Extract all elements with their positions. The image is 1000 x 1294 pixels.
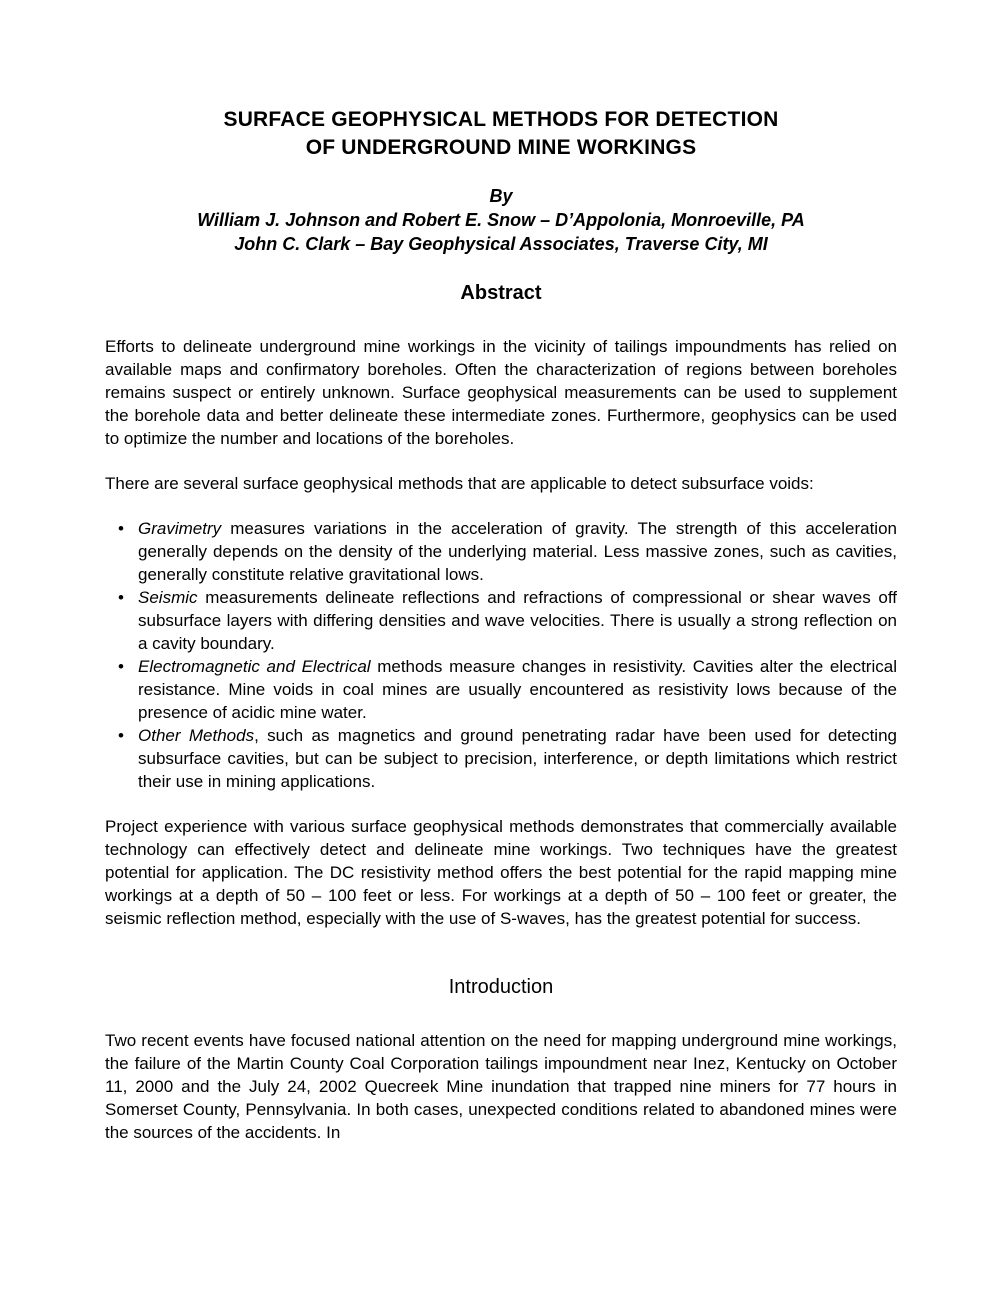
- paper-title-line-1: SURFACE GEOPHYSICAL METHODS FOR DETECTION: [223, 108, 779, 131]
- bullet-lead: Electromagnetic and Electrical: [138, 657, 371, 676]
- bullet-item-gravimetry: [105, 517, 897, 586]
- section-heading-introduction: Introduction: [448, 976, 554, 998]
- author-line-1: William J. Johnson and Robert E. Snow – D’Appolonia, Monroeville, PA: [197, 210, 805, 230]
- method-bullet-list: [105, 517, 897, 793]
- bullet-item-seismic: [105, 586, 897, 655]
- bullet-icon: •: [118, 588, 124, 607]
- author-line-2: John C. Clark – Bay Geophysical Associates, Traverse City, MI: [234, 234, 768, 254]
- bullet-lead: Other Methods: [138, 726, 255, 745]
- section-heading-abstract: Abstract: [460, 282, 542, 304]
- bullet-item-other-methods: [105, 724, 897, 793]
- bullet-text: measurements delineate reflections and refractions of compressional or shear waves off subsurface layers with differing densities and wave velocities. There is usually a strong reflection on a cavity boundary.: [138, 588, 897, 653]
- introduction-section: [105, 1029, 897, 1144]
- abstract-paragraph-1: Efforts to delineate underground mine workings in the vicinity of tailings impoundments has relied on available maps and confirmatory boreholes. Often the characterization of regions between boreholes remains suspect or entirely unknown. Surface geophysical measurements can be used to supplement the borehole data and better delineate these intermediate zones. Furthermore, geophysics can be used to optimize the number and locations of the boreholes.: [105, 337, 897, 448]
- paper-title-line-2: OF UNDERGROUND MINE WORKINGS: [305, 136, 697, 159]
- bullet-lead: Gravimetry: [138, 519, 222, 538]
- bullet-lead: Seismic: [138, 588, 198, 607]
- introduction-paragraph-1: Two recent events have focused national attention on the need for mapping underground mine workings, the failure of the Martin County Coal Corporation tailings impoundment near Inez, Kentucky on October 11, 2000 and the July 24, 2002 Quecreek Mine inundation that trapped nine miners for 77 hours in Somerset County, Pennsylvania. In both cases, unexpected conditions related to abandoned mines were the sources of the accidents. In: [105, 1031, 897, 1142]
- paper-title: [105, 106, 897, 162]
- abstract-paragraph-2: There are several surface geophysical methods that are applicable to detect subsurface voids:: [105, 474, 814, 493]
- byline: By: [489, 186, 513, 206]
- bullet-item-electromagnetic: [105, 655, 897, 724]
- bullet-icon: •: [118, 657, 124, 676]
- bullet-text: measures variations in the acceleration of gravity. The strength of this acceleration generally depends on the density of the underlying material. Less massive zones, such as cavities, generally constitute relative gravitational lows.: [138, 519, 897, 584]
- author-block: [105, 184, 897, 256]
- bullet-text: , such as magnetics and ground penetrating radar have been used for detecting subsurface cavities, but can be subject to precision, interference, or depth limitations which restrict their use in mining applications.: [138, 726, 897, 791]
- bullet-icon: •: [118, 726, 124, 745]
- abstract-section: [105, 335, 897, 930]
- abstract-paragraph-3: Project experience with various surface geophysical methods demonstrates that commercially available technology can effectively detect and delineate mine workings. Two techniques have the greatest potential for application. The DC resistivity method offers the best potential for the rapid mapping mine workings at a depth of 50 – 100 feet or less. For workings at a depth of 50 – 100 feet or greater, the seismic reflection method, especially with the use of S-waves, has the greatest potential for success.: [105, 817, 897, 928]
- bullet-icon: •: [118, 519, 124, 538]
- bullet-text: methods measure changes in resistivity. Cavities alter the electrical resistance. Mine voids in coal mines are usually encountered as resistivity lows because of the presence of acidic mine water.: [138, 657, 897, 722]
